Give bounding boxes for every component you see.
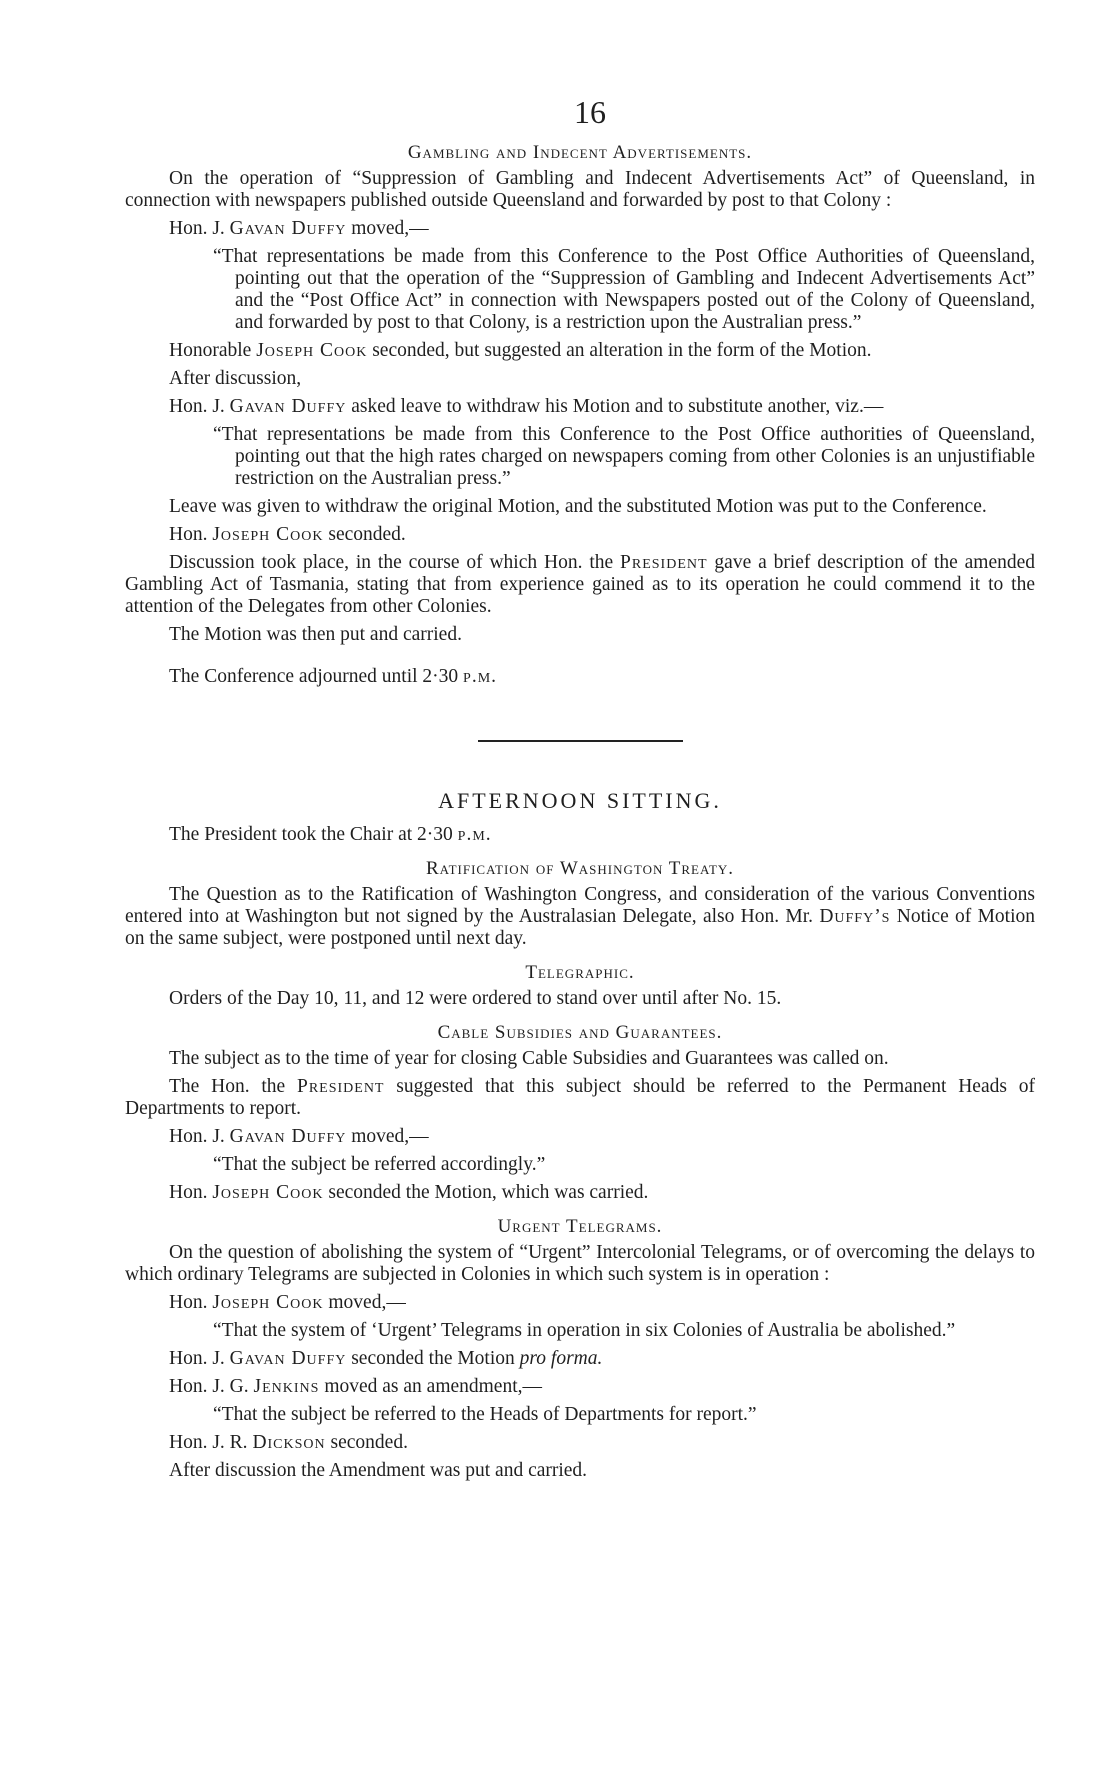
motion-duffy-withdraw: Hon. J. Gavan Duffy asked leave to withdraw his Motion and to substitute another, viz.— — [169, 396, 884, 417]
paragraph-leave: Leave was given to withdraw the original Motion, and the substituted Motion was put to the Conference. — [169, 496, 987, 517]
motion-duffy-pro-forma: Hon. J. Gavan Duffy seconded the Motion pro forma. — [169, 1348, 603, 1369]
paragraph-gambling-intro: On the operation of “Suppression of Gambling and Indecent Advertisements Act” of Queensland, in connection with newspapers published outside Queensland and forwarded by post to that Colony : — [125, 168, 1035, 211]
paragraph-telegraphic: Orders of the Day 10, 11, and 12 were ordered to stand over until after No. 15. — [169, 988, 782, 1009]
page-number: 16 — [574, 94, 606, 130]
motion-cook-seconded-2: Hon. Joseph Cook seconded. — [169, 524, 406, 545]
quote-motion-1: “That representations be made from this Conference to the Post Office Authorities of Queensland, pointing out that the operation of the “Suppression of Gambling and Indecent Advertisements Act” and the “Post Office Act” in connection with Newspapers posted out of the Colony of Queensland, and forwarded by post to that Colony, is a restriction upon the Australian press.” — [213, 246, 1035, 333]
motion-carried: The Motion was then put and carried. — [169, 624, 462, 645]
paragraph-discussion: Discussion took place, in the course of which Hon. the President gave a brief description of the amended Gambling Act of Tasmania, stating that from experience gained as to its operation he could commend it to the attention of the Delegates from other Colonies. — [125, 552, 1036, 617]
quote-motion-2: “That representations be made from this Conference to the Post Office authorities of Queensland, pointing out that the high rates charged on newspapers coming from other Colonies is an unjustifiable restriction on the Australian press.” — [213, 424, 1035, 489]
heading-cable-subsidies: Cable Subsidies and Guarantees. — [437, 1022, 723, 1043]
heading-gambling: Gambling and Indecent Advertisements. — [407, 142, 753, 163]
amendment-carried: After discussion the Amendment was put and carried. — [169, 1460, 588, 1481]
document-page — [125, 92, 1035, 1488]
motion-cook-seconded: Honorable Joseph Cook seconded, but suggested an alteration in the form of the Motion. — [169, 340, 872, 361]
paragraph-urgent-intro: On the question of abolishing the system of “Urgent” Intercolonial Telegrams, or of overcoming the delays to which ordinary Telegrams are subjected in Colonies in which such system is in operation : — [125, 1242, 1035, 1285]
motion-dickson-seconded: Hon. J. R. Dickson seconded. — [169, 1432, 408, 1453]
motion-duffy-moved-cable: Hon. J. Gavan Duffy moved,— — [169, 1126, 429, 1147]
section-divider — [478, 740, 683, 742]
heading-telegraphic: Telegraphic. — [525, 962, 635, 983]
paragraph-cable-subject: The subject as to the time of year for closing Cable Subsidies and Guarantees was called on. — [169, 1048, 889, 1069]
president-took-chair: The President took the Chair at 2·30 p.m. — [169, 824, 492, 845]
quote-amendment: “That the subject be referred to the Heads of Departments for report.” — [213, 1404, 757, 1425]
paragraph-president-suggested: The Hon. the President suggested that this subject should be referred to the Permanent Heads of Departments to report. — [125, 1076, 1035, 1119]
conference-adjourned: The Conference adjourned until 2·30 p.m. — [169, 666, 498, 687]
afternoon-sitting-title: AFTERNOON SITTING. — [438, 788, 722, 813]
heading-urgent-telegrams: Urgent Telegrams. — [497, 1216, 663, 1237]
after-discussion: After discussion, — [169, 368, 302, 389]
heading-washington: Ratification of Washington Treaty. — [425, 858, 735, 879]
motion-cook-seconded-cable: Hon. Joseph Cook seconded the Motion, which was carried. — [169, 1182, 649, 1203]
quote-referred: “That the subject be referred accordingly.” — [213, 1154, 546, 1175]
motion-cook-moved: Hon. Joseph Cook moved,— — [169, 1292, 406, 1313]
motion-jenkins-amendment: Hon. J. G. Jenkins moved as an amendment,— — [169, 1376, 543, 1397]
quote-urgent: “That the system of ‘Urgent’ Telegrams in operation in six Colonies of Australia be abolished.” — [213, 1320, 956, 1341]
paragraph-washington: The Question as to the Ratification of Washington Congress, and consideration of the various Conventions entered into at Washington but not signed by the Australasian Delegate, also Hon. Mr. Duffy’s Notice of Motion on the same subject, were postponed until next day. — [125, 884, 1035, 949]
motion-duffy-moved: Hon. J. Gavan Duffy moved,— — [169, 218, 429, 239]
